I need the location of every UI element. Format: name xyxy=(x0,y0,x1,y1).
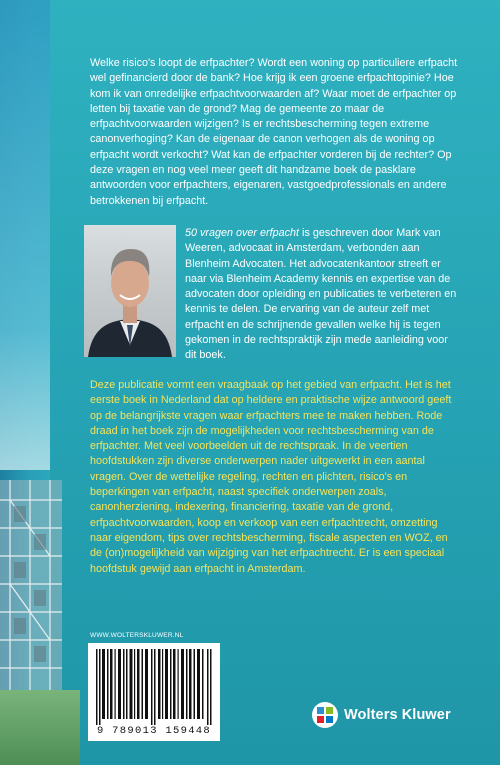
publisher-website[interactable]: WWW.WOLTERSKLUWER.NL xyxy=(90,632,184,639)
intro-paragraph: Welke risico's loopt de erfpachter? Wordt een woning op particuliere erfpacht wel gefinancierd door de bank? Hoe krijg ik een groene erfpachtopinie? Hoe kom ik van onredelijke erfpachtvoorwaarden af? Waar moet de erfpachter op letten bij taxatie van de grond? Mag de gemeente zo maar de erfpachtvoorwaarden wijzigen? Is er rechtsbescherming tegen extreme canonverhoging? Kan de eigenaar de canon verhogen als de woning op erfpacht wordt verkocht? Wat kan de erfpachter vorderen bij de rechter? Op deze vragen en nog veel meer geeft dit handzame boek de pasklare antwoorden voor erfpachters, eigenaren, vastgoedprofessionals en andere betrokkenen bij erfpacht. xyxy=(90,57,458,207)
scaffolding-building-image xyxy=(0,480,62,720)
isbn-number: 9 789013 159448 xyxy=(96,725,211,737)
author-bio: is geschreven door Mark van Weeren, advocaat in Amsterdam, verbonden aan Blenheim Advocaten. Het advocatenkantoor streeft er naar via Blenheim Academy kennis en expertise van de advocaten door opleiding en publicaties te verbeteren en kennis te delen. De ervaring van de auteur zelf met erfpacht en de schrijnende gevallen welke hij is tegen gekomen in de rechtspraktijk zijn mede aanleiding voor dit boek. xyxy=(185,227,457,362)
author-paragraph xyxy=(185,226,460,364)
summary-paragraph: Deze publicatie vormt een vraagbaak op het gebied van erfpacht. Het is het eerste boek in Nederland dat op heldere en praktische wijze antwoord geeft op de belangrijkste vragen waar erfpachters mee te maken hebben. Rode draad in het boek zijn de mogelijkheden voor rechtsbescherming van de erfpachter. Met veel voorbeelden uit de rechtspraak. In de veertien hoofdstukken zijn diverse onderwerpen nader uitgewerkt in een aantal vragen. Over de wettelijke regeling, rechten en plichten, risico's en beperkingen van erfpacht, naast specifiek onderwerpen zoals, canonherziening, indexering, financiering, taxatie van de grond, erfpachtvoorwaarden, koop en verkoop van een erfpachtrecht, omzetting naar eigendom, tips over rechtsbescherming, fiscale aspecten en WOZ, en de (on)mogelijkheid van wijziging van het erfpachtrecht. Er is een speciaal hoofdstuk gewijd aan erfpacht in Amsterdam. xyxy=(90,379,452,575)
publisher-logo xyxy=(312,700,451,730)
sky-image xyxy=(0,0,50,470)
barcode xyxy=(88,643,220,741)
barcode-bars xyxy=(96,649,212,725)
book-title: 50 vragen over erfpacht xyxy=(185,227,300,239)
wolters-kluwer-logo-icon xyxy=(312,702,338,728)
publisher-name: Wolters Kluwer xyxy=(344,707,451,723)
grass-image xyxy=(0,690,80,765)
author-photo xyxy=(84,225,176,357)
